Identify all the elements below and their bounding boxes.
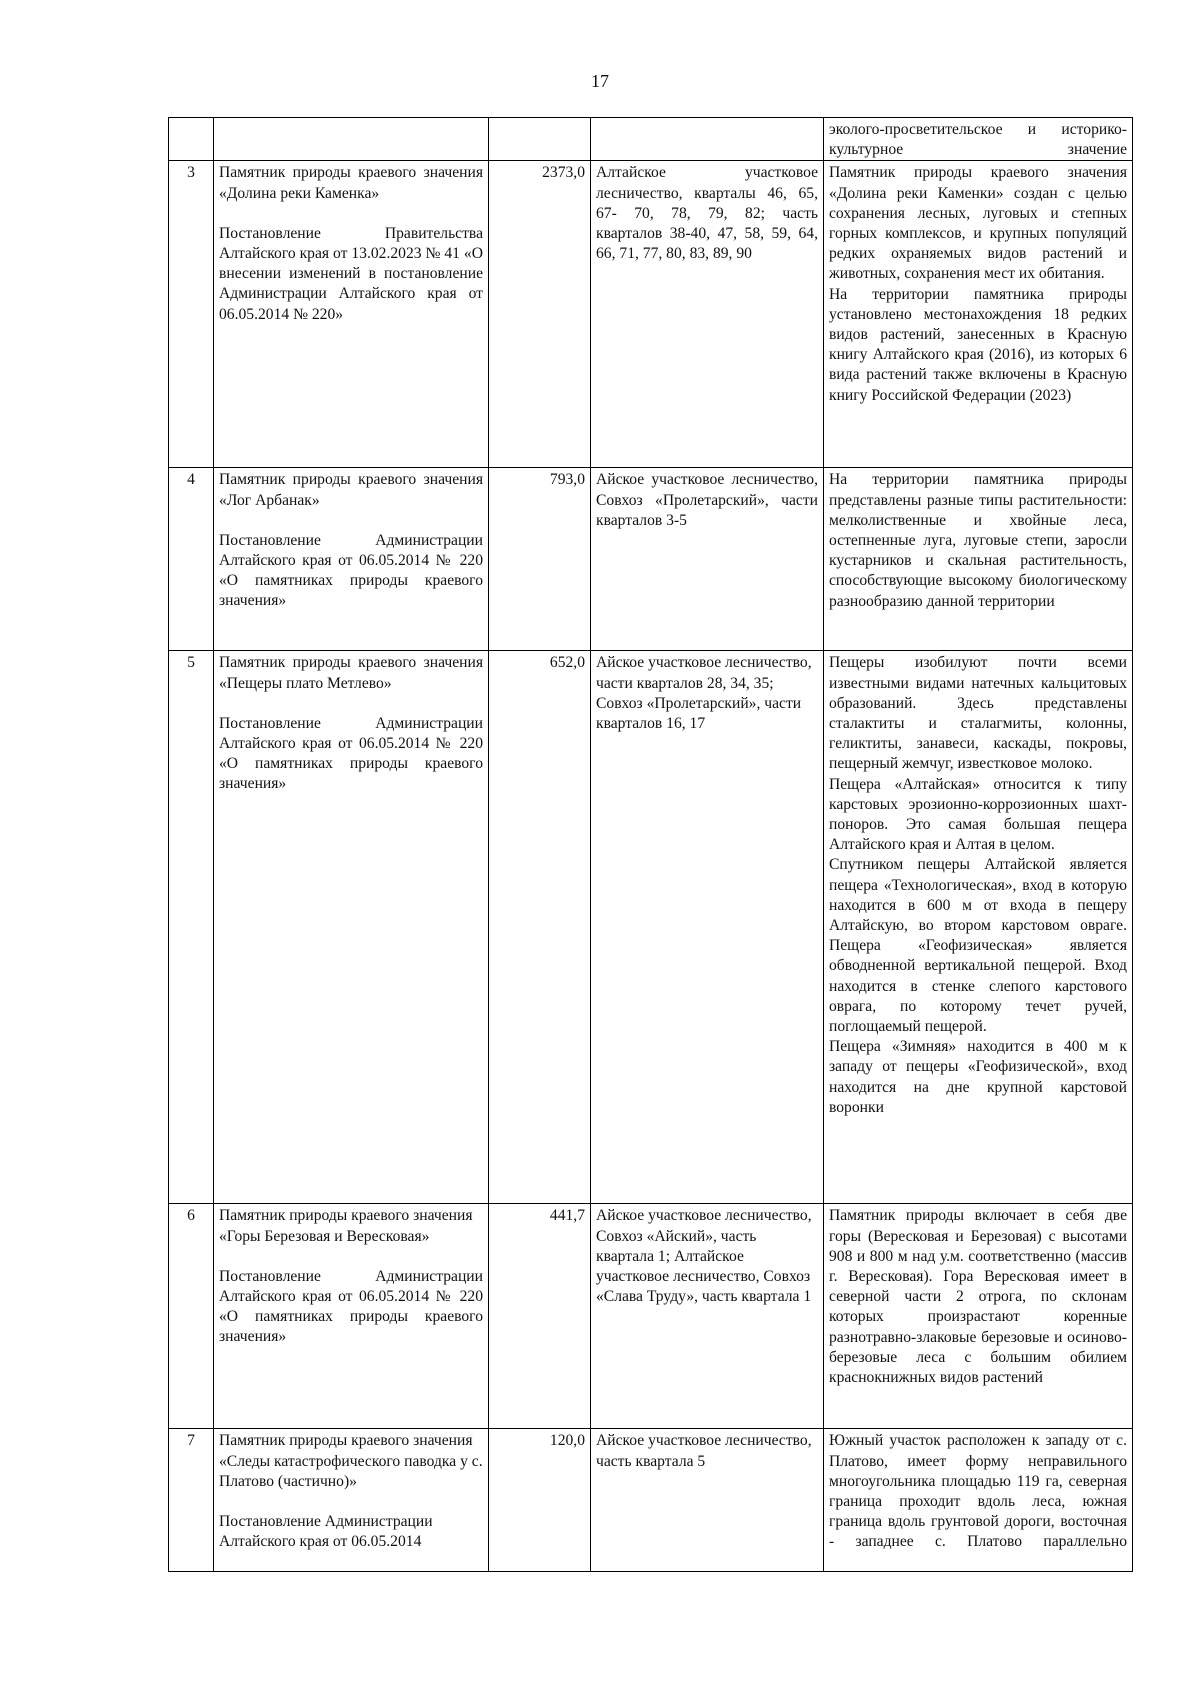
table-row	[169, 651, 1133, 1204]
description-paragraph: Памятник природы краевого значения «Долина реки Каменки» создан с целью сохранения лесных, луговых и степных горных комплексов, и крупных популяций редких охраняемых видов растений и животных, сохранения мест их обитания.	[829, 164, 1127, 283]
description-paragraph: Памятник природы включает в себя две горы (Вересковая и Березовая) с высотами 908 и 800 м над у.м. соответственно (массив г. Вересковая). Гора Вересковая имеет в северной части 2 отрога, по склонам которых произрастают коренные разнотравно-злаковые березовые и осиново-березовые леса с большим обилием краснокнижных видов растений	[829, 1207, 1127, 1387]
monument-name: Памятник природы краевого значения «Долина реки Каменка»	[219, 164, 483, 202]
location-cell: Айское участковое лесничество, часть квартала 5	[591, 1429, 824, 1572]
description-paragraph: На территории памятника природы представлены разные типы растительности: мелколиственные и хвойные леса, остепненные луга, луговые степи, заросли кустарников и скальная растительность, способствующие высокому биологическому разнообразию данной территории	[829, 471, 1127, 610]
row-number: 6	[169, 1204, 214, 1429]
monument-name: Памятник природы краевого значения «Следы катастрофического паводка у с. Платово (частично)»	[219, 1432, 483, 1490]
row-number: 3	[169, 161, 214, 468]
description-cell	[824, 468, 1133, 651]
location-cell: Айское участковое лесничество, Совхоз «Айский», часть квартала 1; Алтайское участковое лесничество, Совхоз «Слава Труду», часть квартала 1	[591, 1204, 824, 1429]
decree-reference: Постановление Правительства Алтайского края от 13.02.2023 № 41 «О внесении изменений в постановление Администрации Алтайского края от 06.05.2014 № 220»	[219, 224, 483, 323]
description-cell	[824, 1429, 1133, 1572]
description-cell	[824, 1204, 1133, 1429]
monument-name-cell	[214, 651, 489, 1204]
row-number	[169, 118, 214, 161]
description-paragraph: Пещеры изобилуют почти всеми известными видами натечных кальцитовых образований. Здесь представлены сталактиты и сталагмиты, колонны, геликтиты, занавеси, каскады, покровы, пещерный жемчуг, известковое молоко.	[829, 654, 1127, 773]
description-paragraph: эколого-просветительское и историко-культурное значение	[829, 121, 1127, 159]
table-row	[169, 118, 1133, 161]
row-number: 7	[169, 1429, 214, 1572]
monument-name-cell	[214, 161, 489, 468]
decree-reference: Постановление Администрации Алтайского края от 06.05.2014	[219, 1513, 433, 1551]
table-row	[169, 1429, 1133, 1572]
area-cell: 793,0	[489, 468, 591, 651]
decree-reference: Постановление Администрации Алтайского края от 06.05.2014 № 220 «О памятниках природы краевого значения»	[219, 531, 483, 610]
monument-name: Памятник природы краевого значения «Лог Арбанак»	[219, 471, 483, 509]
area-cell: 2373,0	[489, 161, 591, 468]
description-paragraph: На территории памятника природы установлено местонахождения 18 редких видов растений, занесенных в Красную книгу Алтайского края (2016), из которых 6 вида растений также включены в Красную книгу Российской Федерации (2023)	[829, 285, 1127, 404]
area-cell: 441,7	[489, 1204, 591, 1429]
natural-monuments-table	[168, 117, 1133, 1572]
page-number: 17	[591, 71, 609, 91]
monument-name: Памятник природы краевого значения «Пещеры плато Метлево»	[219, 654, 483, 692]
monument-name-cell	[214, 118, 489, 161]
table-row	[169, 468, 1133, 651]
description-paragraph: Пещера «Алтайская» относится к типу карстовых эрозионно-коррозионных шахт-поноров. Это самая большая пещера Алтайского края и Алтая в целом.	[829, 775, 1127, 854]
description-paragraph: Пещера «Зимняя» находится в 400 м к западу от пещеры «Геофизической», вход находится на дне крупной карстовой воронки	[829, 1038, 1127, 1116]
description-cell	[824, 118, 1133, 161]
monument-name-cell	[214, 1429, 489, 1572]
description-cell	[824, 161, 1133, 468]
table-row	[169, 1204, 1133, 1429]
description-cell	[824, 651, 1133, 1204]
location-cell	[591, 118, 824, 161]
description-paragraph: Спутником пещеры Алтайской является пещера «Технологическая», вход в которую находится в 600 м от входа в пещеру Алтайскую, во втором карстовом овраге. Пещера «Геофизическая» является обводненной вертикальной пещерой. Вход находится в стенке слепого карстового оврага, по которому течет ручей, поглощаемый пещерой.	[829, 856, 1127, 1036]
location-cell: Айское участковое лесничество, части кварталов 28, 34, 35; Совхоз «Пролетарский», части кварталов 16, 17	[591, 651, 824, 1204]
location-cell: Алтайское участковое лесничество, кварталы 46, 65, 67- 70, 78, 79, 82; часть кварталов 38-40, 47, 58, 59, 64, 66, 71, 77, 80, 83, 89, 90	[591, 161, 824, 468]
location-cell: Айское участковое лесничество, Совхоз «Пролетарский», части кварталов 3-5	[591, 468, 824, 651]
row-number: 4	[169, 468, 214, 651]
area-cell: 120,0	[489, 1429, 591, 1572]
table-row	[169, 161, 1133, 468]
area-cell: 652,0	[489, 651, 591, 1204]
decree-reference: Постановление Администрации Алтайского края от 06.05.2014 № 220 «О памятниках природы краевого значения»	[219, 1267, 483, 1346]
area-cell	[489, 118, 591, 161]
row-number: 5	[169, 651, 214, 1204]
monument-name-cell	[214, 1204, 489, 1429]
description-paragraph: Южный участок расположен к западу от с. Платово, имеет форму неправильного многоугольника площадью 119 га, северная граница проходит вдоль леса, южная граница вдоль грунтовой дороги, восточная - западнее с. Платово параллельно	[829, 1432, 1127, 1551]
monument-name-cell	[214, 468, 489, 651]
decree-reference: Постановление Администрации Алтайского края от 06.05.2014 № 220 «О памятниках природы краевого значения»	[219, 714, 483, 793]
monument-name: Памятник природы краевого значения «Горы Березовая и Вересковая»	[219, 1207, 473, 1245]
